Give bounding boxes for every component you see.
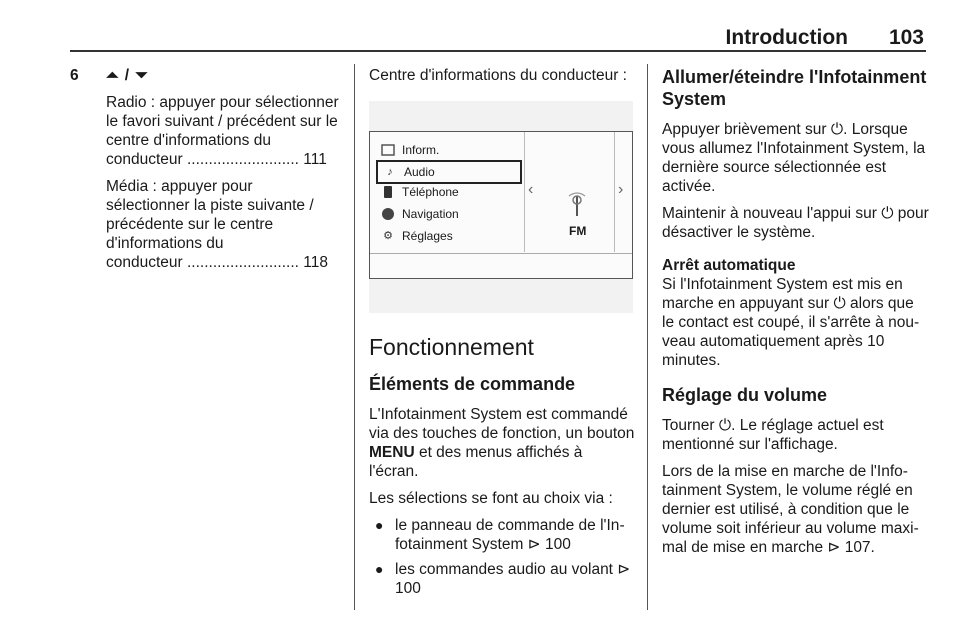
column-divider bbox=[647, 64, 648, 610]
menu-item-telephone: Téléphone bbox=[376, 182, 522, 202]
column-right bbox=[662, 66, 930, 565]
power-paragraph-2: Maintenir à nouveau l'appui sur ⏻ pour désactiver le système. bbox=[662, 205, 929, 241]
radio-page-ref: conducteur .......................... 111 bbox=[106, 151, 327, 168]
screen-divider bbox=[524, 132, 525, 252]
menu-item-navigation: Navigation bbox=[376, 204, 522, 224]
column-divider bbox=[354, 64, 355, 610]
volume-paragraph-2: Lors de la mise en marche de l'Infotainment System, le volume réglé en dernier est utilisé, à condition que le volume soit inférieur au volume maximal de mise en marche ⊳ 107. bbox=[662, 463, 919, 556]
volume-heading: Réglage du volume bbox=[662, 385, 828, 405]
selection-paragraph: Les sélections se font au choix via : bbox=[369, 490, 613, 507]
dic-screen-figure bbox=[369, 101, 633, 313]
music-note-icon: ♪ bbox=[387, 166, 393, 178]
list-item: ● le panneau de commande de l'Infotainment System ⊳ 100 bbox=[375, 517, 625, 553]
list-item: ● les commandes audio au volant ⊳ 100 bbox=[375, 561, 631, 597]
media-description: Média : appuyer pour sélectionner la piste suivante / précédente sur le centre d'informations du conducteur .......................... 118 bbox=[106, 178, 328, 271]
subsection-heading: Éléments de commande bbox=[369, 374, 576, 394]
figure-caption: Centre d'informations du conducteur : bbox=[369, 67, 627, 84]
power-paragraph-1: Appuyer brièvement sur ⏻. Lorsque vous allumez l'Infotainment System, la dernière source sélectionnée est activée. bbox=[662, 121, 926, 195]
menu-item-inform: Inform. bbox=[376, 140, 522, 160]
media-page-ref: conducteur .......................... 118 bbox=[106, 254, 328, 271]
info-icon bbox=[380, 143, 396, 157]
selection-list bbox=[369, 516, 635, 598]
radio-antenna-icon bbox=[567, 192, 587, 218]
auto-off-heading: Arrêt automatique bbox=[662, 257, 796, 274]
fm-label: FM bbox=[569, 224, 587, 238]
section-title: Introduction bbox=[725, 26, 848, 49]
menu-item-audio: ♪ Audio bbox=[376, 160, 522, 184]
power-heading: Allumer/éteindre l'Infotainment System bbox=[662, 67, 927, 109]
chevron-left-icon: ‹ bbox=[528, 181, 534, 198]
gear-icon: ⚙ bbox=[383, 230, 393, 242]
radio-description: Radio : appuyer pour sélectionner le favori suivant / précédent sur le centre d'informations du conducteur .......................... 111 bbox=[106, 94, 339, 168]
phone-icon bbox=[380, 185, 396, 199]
item-number: 6 bbox=[70, 67, 79, 84]
column-middle bbox=[369, 66, 635, 604]
globe-icon bbox=[380, 207, 396, 221]
column-left bbox=[70, 66, 340, 280]
control-item-6 bbox=[70, 66, 340, 280]
controls-paragraph: L'Infotainment System est commandé via des touches de fonction, un bouton MENU et des menus affichés à l'écran. bbox=[369, 406, 635, 480]
menu-term: MENU bbox=[369, 444, 415, 461]
chevron-right-icon: › bbox=[618, 181, 624, 198]
page-header bbox=[70, 26, 926, 52]
auto-off-paragraph: Si l'Infotainment System est mis en marche en appuyant sur ⏻ alors que le contact est coupé, il s'arrête à nouveau automatiquement après 10 minutes. bbox=[662, 276, 920, 369]
screen-bottom-bar bbox=[370, 253, 632, 278]
section-heading: Fonctionnement bbox=[369, 334, 534, 360]
menu-item-settings: ⚙ Réglages bbox=[376, 226, 522, 246]
volume-paragraph-1: Tourner ⏻. Le réglage actuel est mentionné sur l'affichage. bbox=[662, 417, 884, 453]
up-down-icon: ⏶ / ⏷ bbox=[106, 67, 149, 84]
dic-screen bbox=[369, 131, 633, 279]
page-number: 103 bbox=[888, 26, 924, 49]
screen-divider bbox=[614, 132, 615, 252]
